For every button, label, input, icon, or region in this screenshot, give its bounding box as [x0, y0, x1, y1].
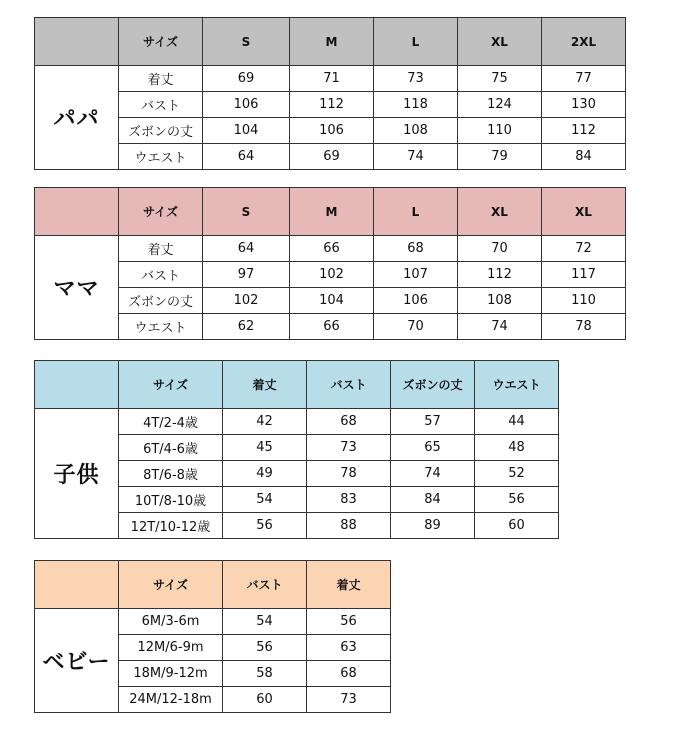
- row-label-cell: ウエスト: [119, 314, 203, 340]
- row-label-cell: 着丈: [119, 236, 203, 262]
- row-label-cell: ズボンの丈: [119, 118, 203, 144]
- column-header: ウエスト: [475, 361, 559, 409]
- row-label-cell: 6T/4-6歳: [119, 435, 223, 461]
- column-header: 2XL: [542, 18, 626, 66]
- table-cell: 56: [475, 487, 559, 513]
- column-header: XL: [458, 18, 542, 66]
- table-row: [119, 66, 626, 92]
- table-cell: 69: [290, 144, 374, 170]
- category-header-cell: [35, 361, 119, 409]
- table-cell: 83: [307, 487, 391, 513]
- row-label-cell: 10T/8-10歳: [119, 487, 223, 513]
- table-header-row: [35, 561, 391, 609]
- row-label-cell: 24M/12-18m: [119, 687, 223, 713]
- table-cell: 112: [290, 92, 374, 118]
- table-row: [119, 288, 626, 314]
- table-cell: 106: [203, 92, 290, 118]
- table-cell: 104: [290, 288, 374, 314]
- table-cell: 75: [458, 66, 542, 92]
- table-cell: 73: [374, 66, 458, 92]
- table-cell: 48: [475, 435, 559, 461]
- table-cell: 84: [542, 144, 626, 170]
- table-cell: 84: [391, 487, 475, 513]
- table-cell: 112: [542, 118, 626, 144]
- table-cell: 42: [223, 409, 307, 435]
- table-cell: 64: [203, 236, 290, 262]
- table-cell: 56: [307, 609, 391, 635]
- table-cell: 68: [307, 409, 391, 435]
- row-label-cell: バスト: [119, 262, 203, 288]
- table-cell: 74: [391, 461, 475, 487]
- table-cell: 66: [290, 236, 374, 262]
- table-cell: 124: [458, 92, 542, 118]
- table-cell: 102: [290, 262, 374, 288]
- baby-size-table: [34, 560, 391, 713]
- table-rows: [119, 66, 626, 170]
- table-cell: 112: [458, 262, 542, 288]
- column-header: サイズ: [119, 188, 203, 236]
- table-cell: 56: [223, 513, 307, 539]
- table-cell: 106: [290, 118, 374, 144]
- table-cell: 45: [223, 435, 307, 461]
- table-cell: 79: [458, 144, 542, 170]
- column-header: サイズ: [119, 561, 223, 609]
- table-row: [119, 461, 559, 487]
- table-row: [119, 661, 391, 687]
- table-row: [119, 609, 391, 635]
- table-row: [119, 487, 559, 513]
- table-row: [119, 513, 559, 539]
- column-header: 着丈: [223, 361, 307, 409]
- table-cell: 71: [290, 66, 374, 92]
- table-cell: 88: [307, 513, 391, 539]
- table-cell: 89: [391, 513, 475, 539]
- table-cell: 110: [458, 118, 542, 144]
- table-cell: 130: [542, 92, 626, 118]
- table-row: [119, 118, 626, 144]
- table-body: [35, 66, 626, 170]
- table-cell: 73: [307, 435, 391, 461]
- column-header: S: [203, 188, 290, 236]
- table-cell: 108: [458, 288, 542, 314]
- table-cell: 70: [374, 314, 458, 340]
- table-cell: 68: [374, 236, 458, 262]
- column-header: ズボンの丈: [391, 361, 475, 409]
- category-label: ベビー: [35, 609, 119, 713]
- mama-size-table: [34, 187, 626, 340]
- row-label-cell: 4T/2-4歳: [119, 409, 223, 435]
- table-cell: 52: [475, 461, 559, 487]
- column-header: サイズ: [119, 18, 203, 66]
- table-cell: 108: [374, 118, 458, 144]
- table-cell: 54: [223, 609, 307, 635]
- table-cell: 60: [223, 687, 307, 713]
- category-header-cell: [35, 188, 119, 236]
- row-label-cell: 12M/6-9m: [119, 635, 223, 661]
- table-cell: 118: [374, 92, 458, 118]
- table-cell: 102: [203, 288, 290, 314]
- table-cell: 66: [290, 314, 374, 340]
- table-cell: 97: [203, 262, 290, 288]
- table-body: [35, 409, 559, 539]
- table-cell: 74: [458, 314, 542, 340]
- category-header-cell: [35, 561, 119, 609]
- column-header: M: [290, 188, 374, 236]
- category-header-cell: [35, 18, 119, 66]
- column-header: サイズ: [119, 361, 223, 409]
- table-row: [119, 635, 391, 661]
- table-cell: 78: [307, 461, 391, 487]
- category-label: パパ: [35, 66, 119, 170]
- table-cell: 64: [203, 144, 290, 170]
- row-label-cell: 6M/3-6m: [119, 609, 223, 635]
- table-cell: 54: [223, 487, 307, 513]
- table-cell: 56: [223, 635, 307, 661]
- column-header: 着丈: [307, 561, 391, 609]
- table-row: [119, 236, 626, 262]
- column-header: L: [374, 188, 458, 236]
- table-rows: [119, 409, 559, 539]
- row-label-cell: 18M/9-12m: [119, 661, 223, 687]
- table-header-row: [35, 18, 626, 66]
- table-cell: 74: [374, 144, 458, 170]
- column-header: S: [203, 18, 290, 66]
- table-cell: 69: [203, 66, 290, 92]
- table-row: [119, 314, 626, 340]
- table-cell: 106: [374, 288, 458, 314]
- table-cell: 58: [223, 661, 307, 687]
- column-header: バスト: [223, 561, 307, 609]
- row-label-cell: 着丈: [119, 66, 203, 92]
- column-header: XL: [542, 188, 626, 236]
- table-header-row: [35, 188, 626, 236]
- table-row: [119, 262, 626, 288]
- row-label-cell: 12T/10-12歳: [119, 513, 223, 539]
- table-cell: 104: [203, 118, 290, 144]
- column-header: M: [290, 18, 374, 66]
- table-cell: 73: [307, 687, 391, 713]
- table-body: [35, 609, 391, 713]
- papa-size-table: [34, 17, 626, 170]
- table-cell: 62: [203, 314, 290, 340]
- table-cell: 77: [542, 66, 626, 92]
- table-rows: [119, 609, 391, 713]
- table-header-row: [35, 361, 559, 409]
- table-cell: 117: [542, 262, 626, 288]
- table-cell: 110: [542, 288, 626, 314]
- category-label: 子供: [35, 409, 119, 539]
- table-row: [119, 687, 391, 713]
- table-cell: 107: [374, 262, 458, 288]
- table-cell: 65: [391, 435, 475, 461]
- column-header: バスト: [307, 361, 391, 409]
- table-cell: 70: [458, 236, 542, 262]
- table-cell: 57: [391, 409, 475, 435]
- table-body: [35, 236, 626, 340]
- category-label: ママ: [35, 236, 119, 340]
- table-cell: 49: [223, 461, 307, 487]
- table-cell: 78: [542, 314, 626, 340]
- table-row: [119, 144, 626, 170]
- table-row: [119, 435, 559, 461]
- kids-size-table: [34, 360, 559, 539]
- table-row: [119, 409, 559, 435]
- column-header: L: [374, 18, 458, 66]
- table-cell: 63: [307, 635, 391, 661]
- column-header: XL: [458, 188, 542, 236]
- row-label-cell: ズボンの丈: [119, 288, 203, 314]
- table-cell: 72: [542, 236, 626, 262]
- row-label-cell: ウエスト: [119, 144, 203, 170]
- table-cell: 68: [307, 661, 391, 687]
- table-cell: 60: [475, 513, 559, 539]
- table-rows: [119, 236, 626, 340]
- table-row: [119, 92, 626, 118]
- row-label-cell: 8T/6-8歳: [119, 461, 223, 487]
- table-cell: 44: [475, 409, 559, 435]
- row-label-cell: バスト: [119, 92, 203, 118]
